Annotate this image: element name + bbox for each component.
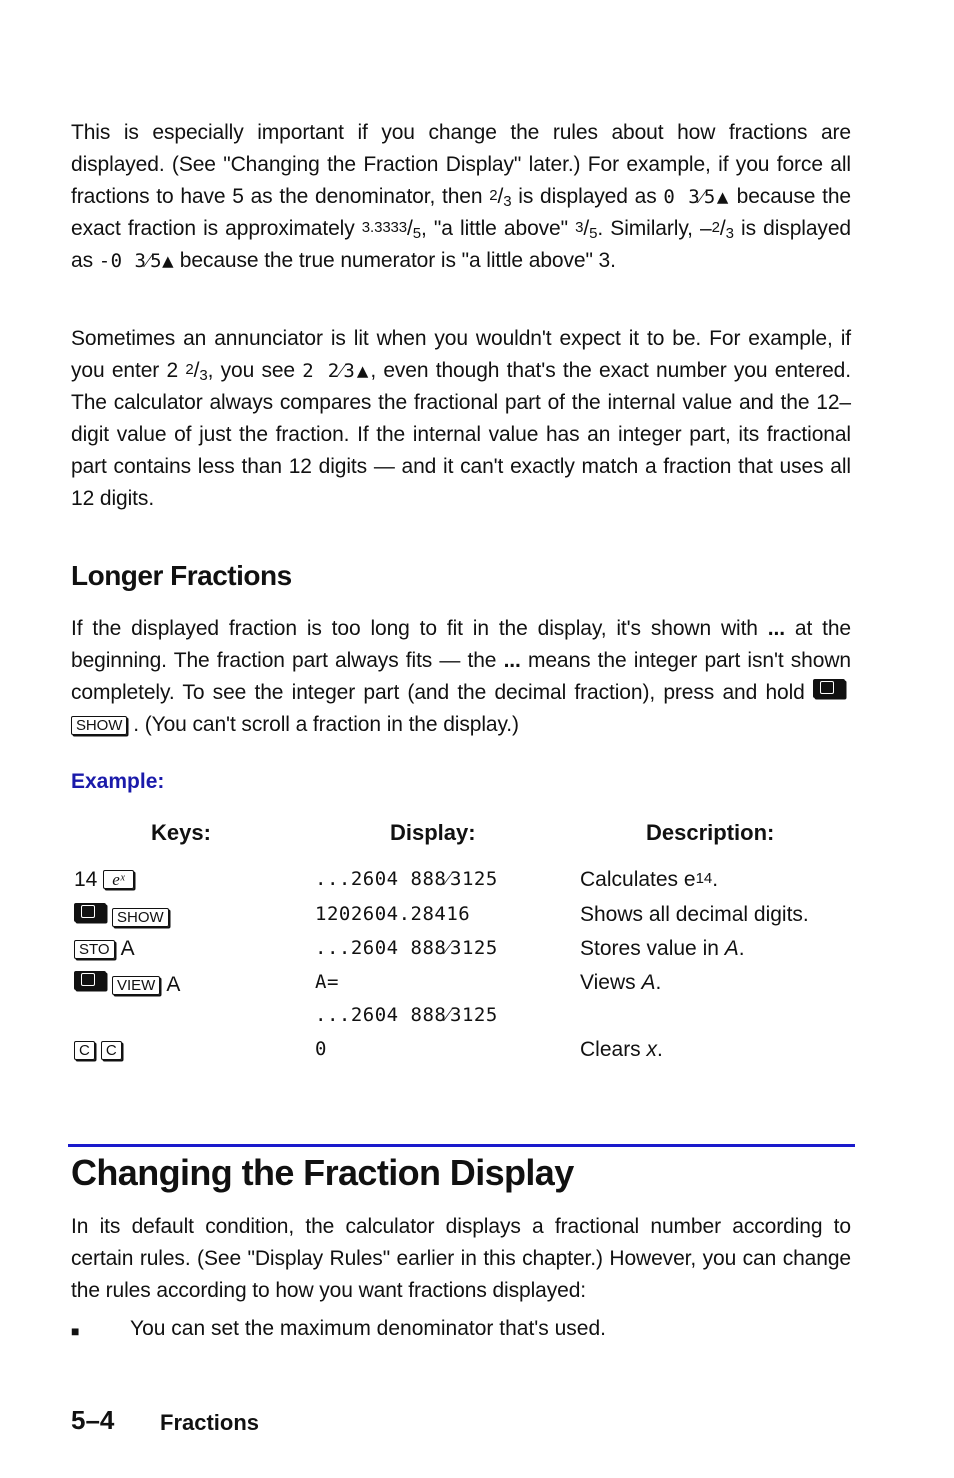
paragraph-default-condition: In its default condition, the calculator displays a fractional number according to certain rules. (See "Display Rules" earlier in this chapter.) However, you can change the rules according to how you want fractions displayed: <box>71 1215 851 1302</box>
column-header-keys: Keys: <box>151 820 211 845</box>
example-label: Example: <box>71 770 165 793</box>
table-row: STO A ...2604 888⁄3125 Stores value in A. <box>71 937 851 971</box>
footer-section-title: Fractions <box>160 1410 260 1435</box>
column-header-display: Display: <box>390 820 476 845</box>
shift-key-icon <box>74 903 106 922</box>
table-row: C C 0 Clears x. <box>71 1038 851 1072</box>
shift-key-icon <box>74 971 106 990</box>
table-row: VIEW A A= Views A. <box>71 971 851 1005</box>
display-value: 0 <box>315 1038 327 1060</box>
lcd-text: 0 3⁄5▲ <box>663 186 730 208</box>
c-key: C <box>74 1041 95 1060</box>
paragraph-fraction-rules: This is especially important if you change the rules about how fractions are displayed. (See "Changing the Fraction Display" later.) For example, if you force all fractions to have 5 as the denominator, then $^2/_3$ is displayed as 0 3⁄5▲ because the exact fraction is approximately $^{3.3333}/_5$, "a little above" $^3/_5$. Similarly, $-^2/_3$ is displayed as -0 3⁄5▲ because the true numerator is "a little above" 3. <box>71 121 851 272</box>
sto-key: STO <box>74 940 115 959</box>
display-value: ...2604 888⁄3125 <box>315 937 498 959</box>
show-key: SHOW <box>112 908 169 927</box>
column-header-description: Description: <box>646 820 775 845</box>
lcd-text: 2 2⁄3▲ <box>302 360 371 382</box>
table-row: 14 eˣ ...2604 888⁄3125 Calculates $e^{14}$. <box>74 868 719 891</box>
square-bullet-icon: ■ <box>71 1323 80 1339</box>
page-number: 5–4 <box>71 1405 115 1435</box>
section-heading-longer-fractions: Longer Fractions <box>71 560 292 591</box>
display-value: ...2604 888⁄3125 <box>315 868 498 890</box>
lcd-text: -0 3⁄5▲ <box>98 250 175 272</box>
paragraph-longer-fractions: If the displayed fraction is too long to fit in the display, it's shown with ... at the beginning. The fraction part always fits — the ... means the integer part isn't shown completely. To see the integer part (and the decimal fraction), press and hold SHOW . (You can't scroll a fraction in the display.) <box>71 617 851 736</box>
show-key: SHOW <box>71 716 127 735</box>
c-key: C <box>101 1041 122 1060</box>
display-value: ...2604 888⁄3125 <box>315 1004 498 1026</box>
ex-key: eˣ <box>103 870 133 889</box>
view-key: VIEW <box>112 976 160 995</box>
shift-key-icon <box>813 679 845 698</box>
section-heading-changing-fraction-display: Changing the Fraction Display <box>71 1152 574 1193</box>
table-row: SHOW 1202604.28416 Shows all decimal digits. <box>71 903 851 937</box>
paragraph-annunciator: Sometimes an annunciator is lit when you wouldn't expect it to be. For example, if you enter 2 $^2/_3$, you see 2 2⁄3▲, even though that's the exact number you entered. The calculator always compares the fractional part of the internal value and the 12–digit value of just the fraction. If the internal value has an integer part, its fractional part contains less than 12 digits — and it can't exactly match a fraction that uses all 12 digits. <box>71 327 851 510</box>
display-value: 1202604.28416 <box>315 903 471 925</box>
table-row <box>71 1004 851 1038</box>
section-divider <box>68 1144 855 1147</box>
display-value: A= <box>315 971 339 993</box>
